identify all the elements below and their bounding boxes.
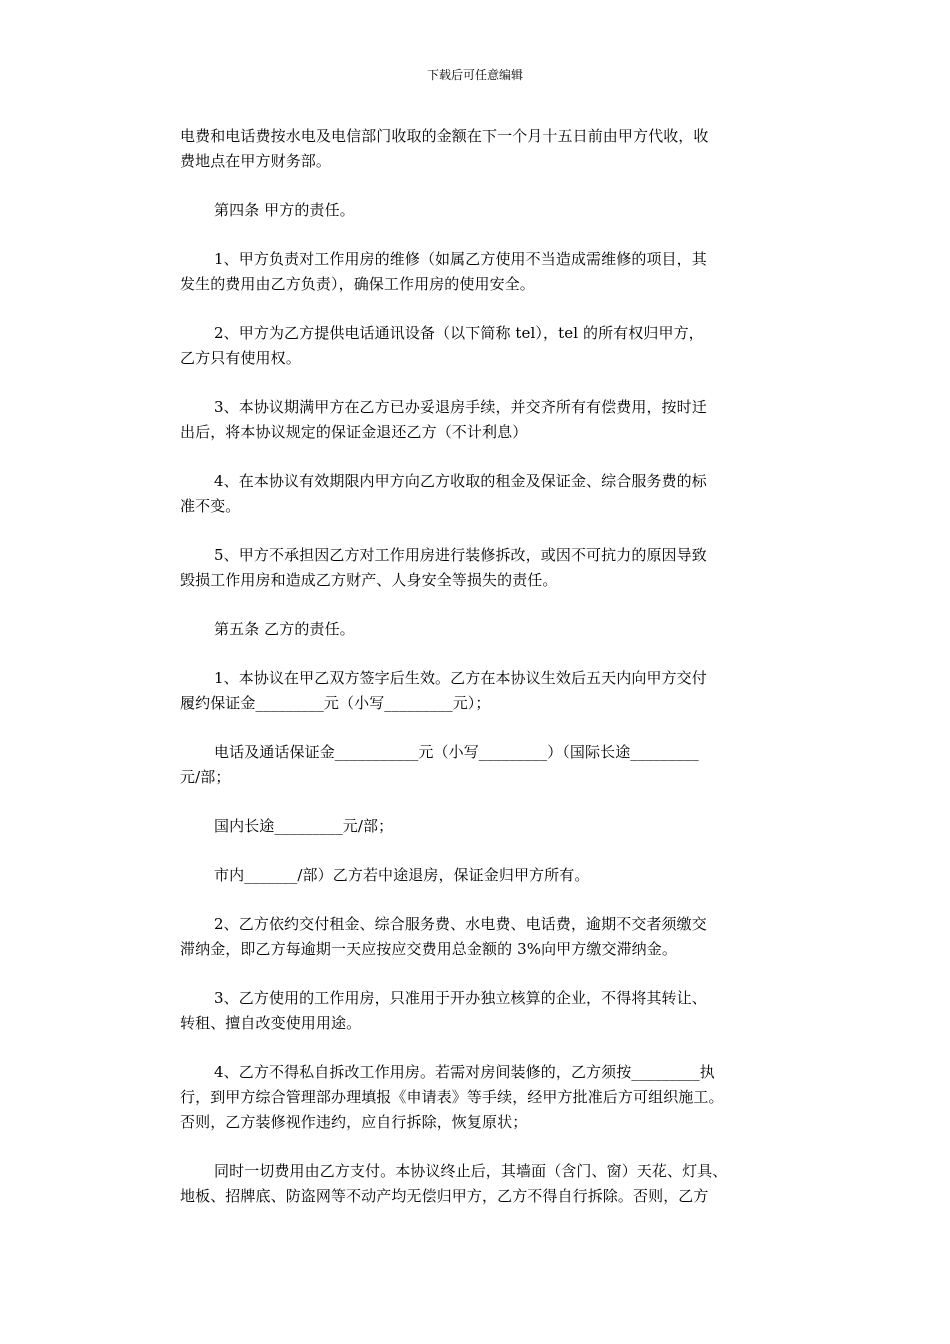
paragraph: [180, 740, 780, 790]
paragraph: [180, 1060, 780, 1135]
paragraph: [180, 1159, 780, 1209]
paragraph: [180, 986, 780, 1036]
paragraph-line: 第四条 甲方的责任。: [214, 201, 355, 219]
page-header: 下载后可任意编辑: [426, 68, 523, 82]
paragraph-line: 转租、擅自改变使用用途。: [180, 1014, 362, 1032]
paragraph-line: 第五条 乙方的责任。: [214, 620, 355, 638]
paragraph-line: 地板、招牌底、防盗网等不动产均无偿归甲方，乙方不得自行拆除。否则，乙方: [180, 1187, 709, 1205]
paragraph-line: 3、本协议期满甲方在乙方已办妥退房手续，并交齐所有有偿费用，按时迁: [214, 398, 707, 416]
paragraph-line: 2、甲方为乙方提供电话通讯设备（以下简称 tel），tel 的所有权归甲方，: [214, 324, 704, 342]
paragraph: [180, 912, 780, 962]
paragraph: [180, 617, 780, 642]
paragraph-line: 1、本协议在甲乙双方签字后生效。乙方在本协议生效后五天内向甲方交付: [214, 669, 707, 687]
paragraph-line: 4、乙方不得私自拆改工作用房。若需对房间装修的，乙方须按_________执: [214, 1063, 715, 1081]
paragraph-line: 3、乙方使用的工作用房，只准用于开办独立核算的企业，不得将其转让、: [214, 989, 707, 1007]
paragraph-line: 市内_______/部）乙方若中途退房，保证金归甲方所有。: [214, 866, 590, 884]
paragraph-line: 行，到甲方综合管理部办理填报《申请表》等手续，经甲方批准后方可组织施工。: [180, 1088, 724, 1106]
paragraph: [180, 543, 780, 593]
paragraph-line: 国内长途_________元/部；: [214, 817, 394, 835]
paragraph: [180, 321, 780, 371]
paragraph: [180, 395, 780, 445]
paragraph: [180, 863, 780, 888]
paragraph: [180, 124, 780, 174]
paragraph-line: 出后，将本协议规定的保证金退还乙方（不计利息）: [180, 423, 528, 441]
paragraph-line: 1、甲方负责对工作用房的维修（如属乙方使用不当造成需维修的项目，其: [214, 250, 707, 268]
paragraph-line: 毁损工作用房和造成乙方财产、人身安全等损失的责任。: [180, 571, 558, 589]
paragraph-line: 4、在本协议有效期限内甲方向乙方收取的租金及保证金、综合服务费的标: [214, 472, 707, 490]
paragraph-line: 同时一切费用由乙方支付。本协议终止后，其墙面（含门、窗）天花、灯具、: [214, 1162, 728, 1180]
paragraph: [180, 814, 780, 839]
paragraph-line: 发生的费用由乙方负责），确保工作用房的使用安全。: [180, 275, 535, 293]
paragraph-line: 元/部；: [180, 768, 231, 786]
paragraph-line: 否则，乙方装修视作违约，应自行拆除，恢复原状；: [180, 1113, 528, 1131]
paragraph-line: 电话及通话保证金___________元（小写_________）（国际长途_________: [214, 743, 699, 761]
paragraph-line: 5、甲方不承担因乙方对工作用房进行装修拆改，或因不可抗力的原因导致: [214, 546, 707, 564]
paragraph: [180, 198, 780, 223]
paragraph-line: 滞纳金，即乙方每逾期一天应按应交费用总金额的 3%向甲方缴交滞纳金。: [180, 940, 677, 958]
paragraph-line: 电费和电话费按水电及电信部门收取的金额在下一个月十五日前由甲方代收，收: [180, 127, 709, 145]
paragraph-line: 2、乙方依约交付租金、综合服务费、水电费、电话费，逾期不交者须缴交: [214, 915, 707, 933]
paragraph-line: 履约保证金_________元（小写_________元）；: [180, 694, 491, 712]
paragraph: [180, 666, 780, 716]
paragraph: [180, 247, 780, 297]
paragraph-line: 费地点在甲方财务部。: [180, 152, 332, 170]
paragraph-line: 准不变。: [180, 497, 241, 515]
document-body: [180, 124, 780, 1233]
paragraph: [180, 469, 780, 519]
paragraph-line: 乙方只有使用权。: [180, 349, 301, 367]
